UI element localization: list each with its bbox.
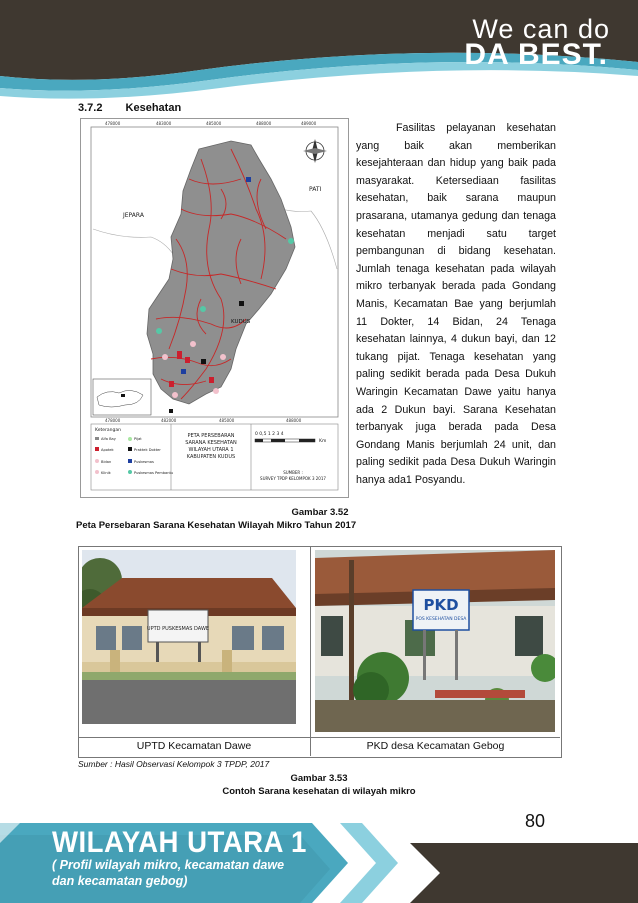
map-title-line: SARANA KESEHATAN bbox=[185, 440, 237, 446]
legend-item: Bidan bbox=[101, 460, 112, 464]
map-marker-bidan bbox=[172, 392, 178, 398]
header-slogan-line1: We can do bbox=[472, 14, 610, 44]
map-marker-apotek bbox=[209, 377, 214, 383]
map-top-tick: 478000 bbox=[105, 121, 121, 126]
map-source-line: SUMBER : bbox=[283, 470, 303, 475]
map-marker-apotek bbox=[185, 357, 190, 363]
photo1-caption: UPTD Kecamatan Dawe bbox=[136, 740, 252, 752]
map-title-line: PETA PERSEBARAN bbox=[187, 433, 235, 439]
legend-item: Klinik bbox=[101, 471, 111, 475]
map-title-line: WILAYAH UTARA 1 bbox=[188, 447, 234, 453]
map-bottom-tick: 488000 bbox=[286, 418, 302, 423]
map-top-tick: 488000 bbox=[256, 121, 272, 126]
map-top-tick: 483000 bbox=[156, 121, 172, 126]
map-legend-title: Keterangan bbox=[95, 428, 121, 433]
map-label-pati: PATI bbox=[309, 186, 322, 193]
photo-uptd-dawe bbox=[82, 550, 296, 724]
legend-item: Praktek Dokter bbox=[134, 448, 161, 452]
map-marker-bidan bbox=[162, 354, 168, 360]
legend-item: Puskesmas bbox=[134, 460, 154, 464]
map-marker-puskesmas-pembantu bbox=[156, 328, 162, 334]
photo2-caption: PKD desa Kecamatan Gebog bbox=[366, 740, 505, 752]
section-title: Kesehatan bbox=[125, 102, 182, 114]
footer-subtitle-line2: dan kecamatan gebog) bbox=[52, 874, 188, 888]
svg-text:Km: Km bbox=[319, 439, 327, 444]
body-paragraph: Fasilitas pelayanan kesehatan yang baik akan memberikan kesejahteraan dan hidup yang baik pada masyarakat. Ketersediaan fasilitas kesehatan, baik sarana maupun prasarana, utamanya gedung dan tenaga kesehatan menjadi satu target pembangunan di bidang kesehatan. Jumlah tenaga kesehatan pada wilayah mikro terbanyak berada pada Gondang Manis, Kecamatan Bae yang berjumlah 11 Dokter, 14 Bidan, 24 Tenaga kesehatan lainnya, 4 dukun bayi, dan 12 tukang pijat. Tenaga kesehatan yang paling sedikit berada pada Desa Dukuh Waringin Kecamatan Dawe yaitu hanya ada 2 Dukun bayi. Sarana Kesehatan terbanyak juga berada pada Desa Gondang Manis berjumlah 24 unit, dan paling sedikit pada Desa Dukuh Waringin hanya ada1 Posyandu. bbox=[356, 122, 556, 486]
map-marker-apotek bbox=[169, 381, 174, 387]
photo-table-divider bbox=[310, 546, 311, 756]
page-number: 80 bbox=[525, 811, 546, 831]
photo2-sign-big: PKD bbox=[423, 596, 459, 614]
map-top-tick: 489000 bbox=[301, 121, 317, 126]
map-title-line: KABUPATEN KUDUS bbox=[186, 454, 236, 460]
map-bottom-tick: 482000 bbox=[161, 418, 177, 423]
figure1-title: Peta Persebaran Sarana Kesehatan Wilayah Mikro Tahun 2017 bbox=[76, 520, 357, 531]
section-heading bbox=[78, 102, 181, 114]
map-marker-puskesmas bbox=[246, 177, 251, 182]
map-marker-bidan bbox=[213, 388, 219, 394]
health-facility-map bbox=[80, 118, 349, 498]
footer-subtitle-line1: ( Profil wilayah mikro, kecamatan dawe bbox=[52, 858, 285, 872]
inset-map bbox=[93, 379, 151, 415]
map-marker-praktek-dokter bbox=[169, 409, 173, 413]
photo-pkd-gebog bbox=[315, 550, 555, 732]
map-marker-bidan bbox=[190, 341, 196, 347]
figure1-label: Gambar 3.52 bbox=[291, 507, 349, 518]
map-bottom-tick: 478000 bbox=[105, 418, 121, 423]
map-marker-puskesmas bbox=[181, 369, 186, 374]
legend-item: Puskesmas Pembantu bbox=[134, 471, 174, 475]
map-marker-praktek-dokter bbox=[239, 301, 244, 306]
map-bottom-tick: 485000 bbox=[219, 418, 235, 423]
map-marker-puskesmas-pembantu bbox=[200, 306, 206, 312]
map-marker-praktek-dokter bbox=[201, 359, 206, 364]
map-top-tick: 485000 bbox=[206, 121, 222, 126]
header-slogan-line2: DA BEST. bbox=[464, 38, 608, 71]
figure2-label: Gambar 3.53 bbox=[290, 773, 348, 784]
map-label-jepara: JEPARA bbox=[123, 212, 144, 219]
figure2-title: Contoh Sarana kesehatan di wilayah mikro bbox=[222, 786, 416, 797]
map-marker-apotek bbox=[177, 351, 182, 359]
footer-title: WILAYAH UTARA 1 bbox=[52, 826, 307, 859]
legend-item: Pijat bbox=[134, 437, 142, 441]
svg-text:0 0,5 1 2 3 4: 0 0,5 1 2 3 4 bbox=[255, 432, 284, 437]
map-label-kudus: KUDUS bbox=[231, 319, 251, 325]
map-marker-bidan bbox=[220, 354, 226, 360]
map-source-line: SURVEY TPDP KELOMPOK 3 2017 bbox=[260, 476, 326, 481]
map-marker-puskesmas-pembantu bbox=[288, 238, 294, 244]
photo-table-row-divider bbox=[78, 737, 560, 738]
section-number: 3.7.2 bbox=[78, 102, 103, 114]
source-note: Sumber : Hasil Observasi Kelompok 3 TPDP, 2017 bbox=[78, 759, 270, 769]
photo1-sign-text: UPTD PUSKESMAS DAWE bbox=[146, 626, 210, 632]
legend-item: Alfa Bay bbox=[101, 437, 116, 441]
legend-item: Apotek bbox=[101, 448, 114, 452]
photo2-sign-small: POS KESEHATAN DESA bbox=[415, 617, 467, 622]
